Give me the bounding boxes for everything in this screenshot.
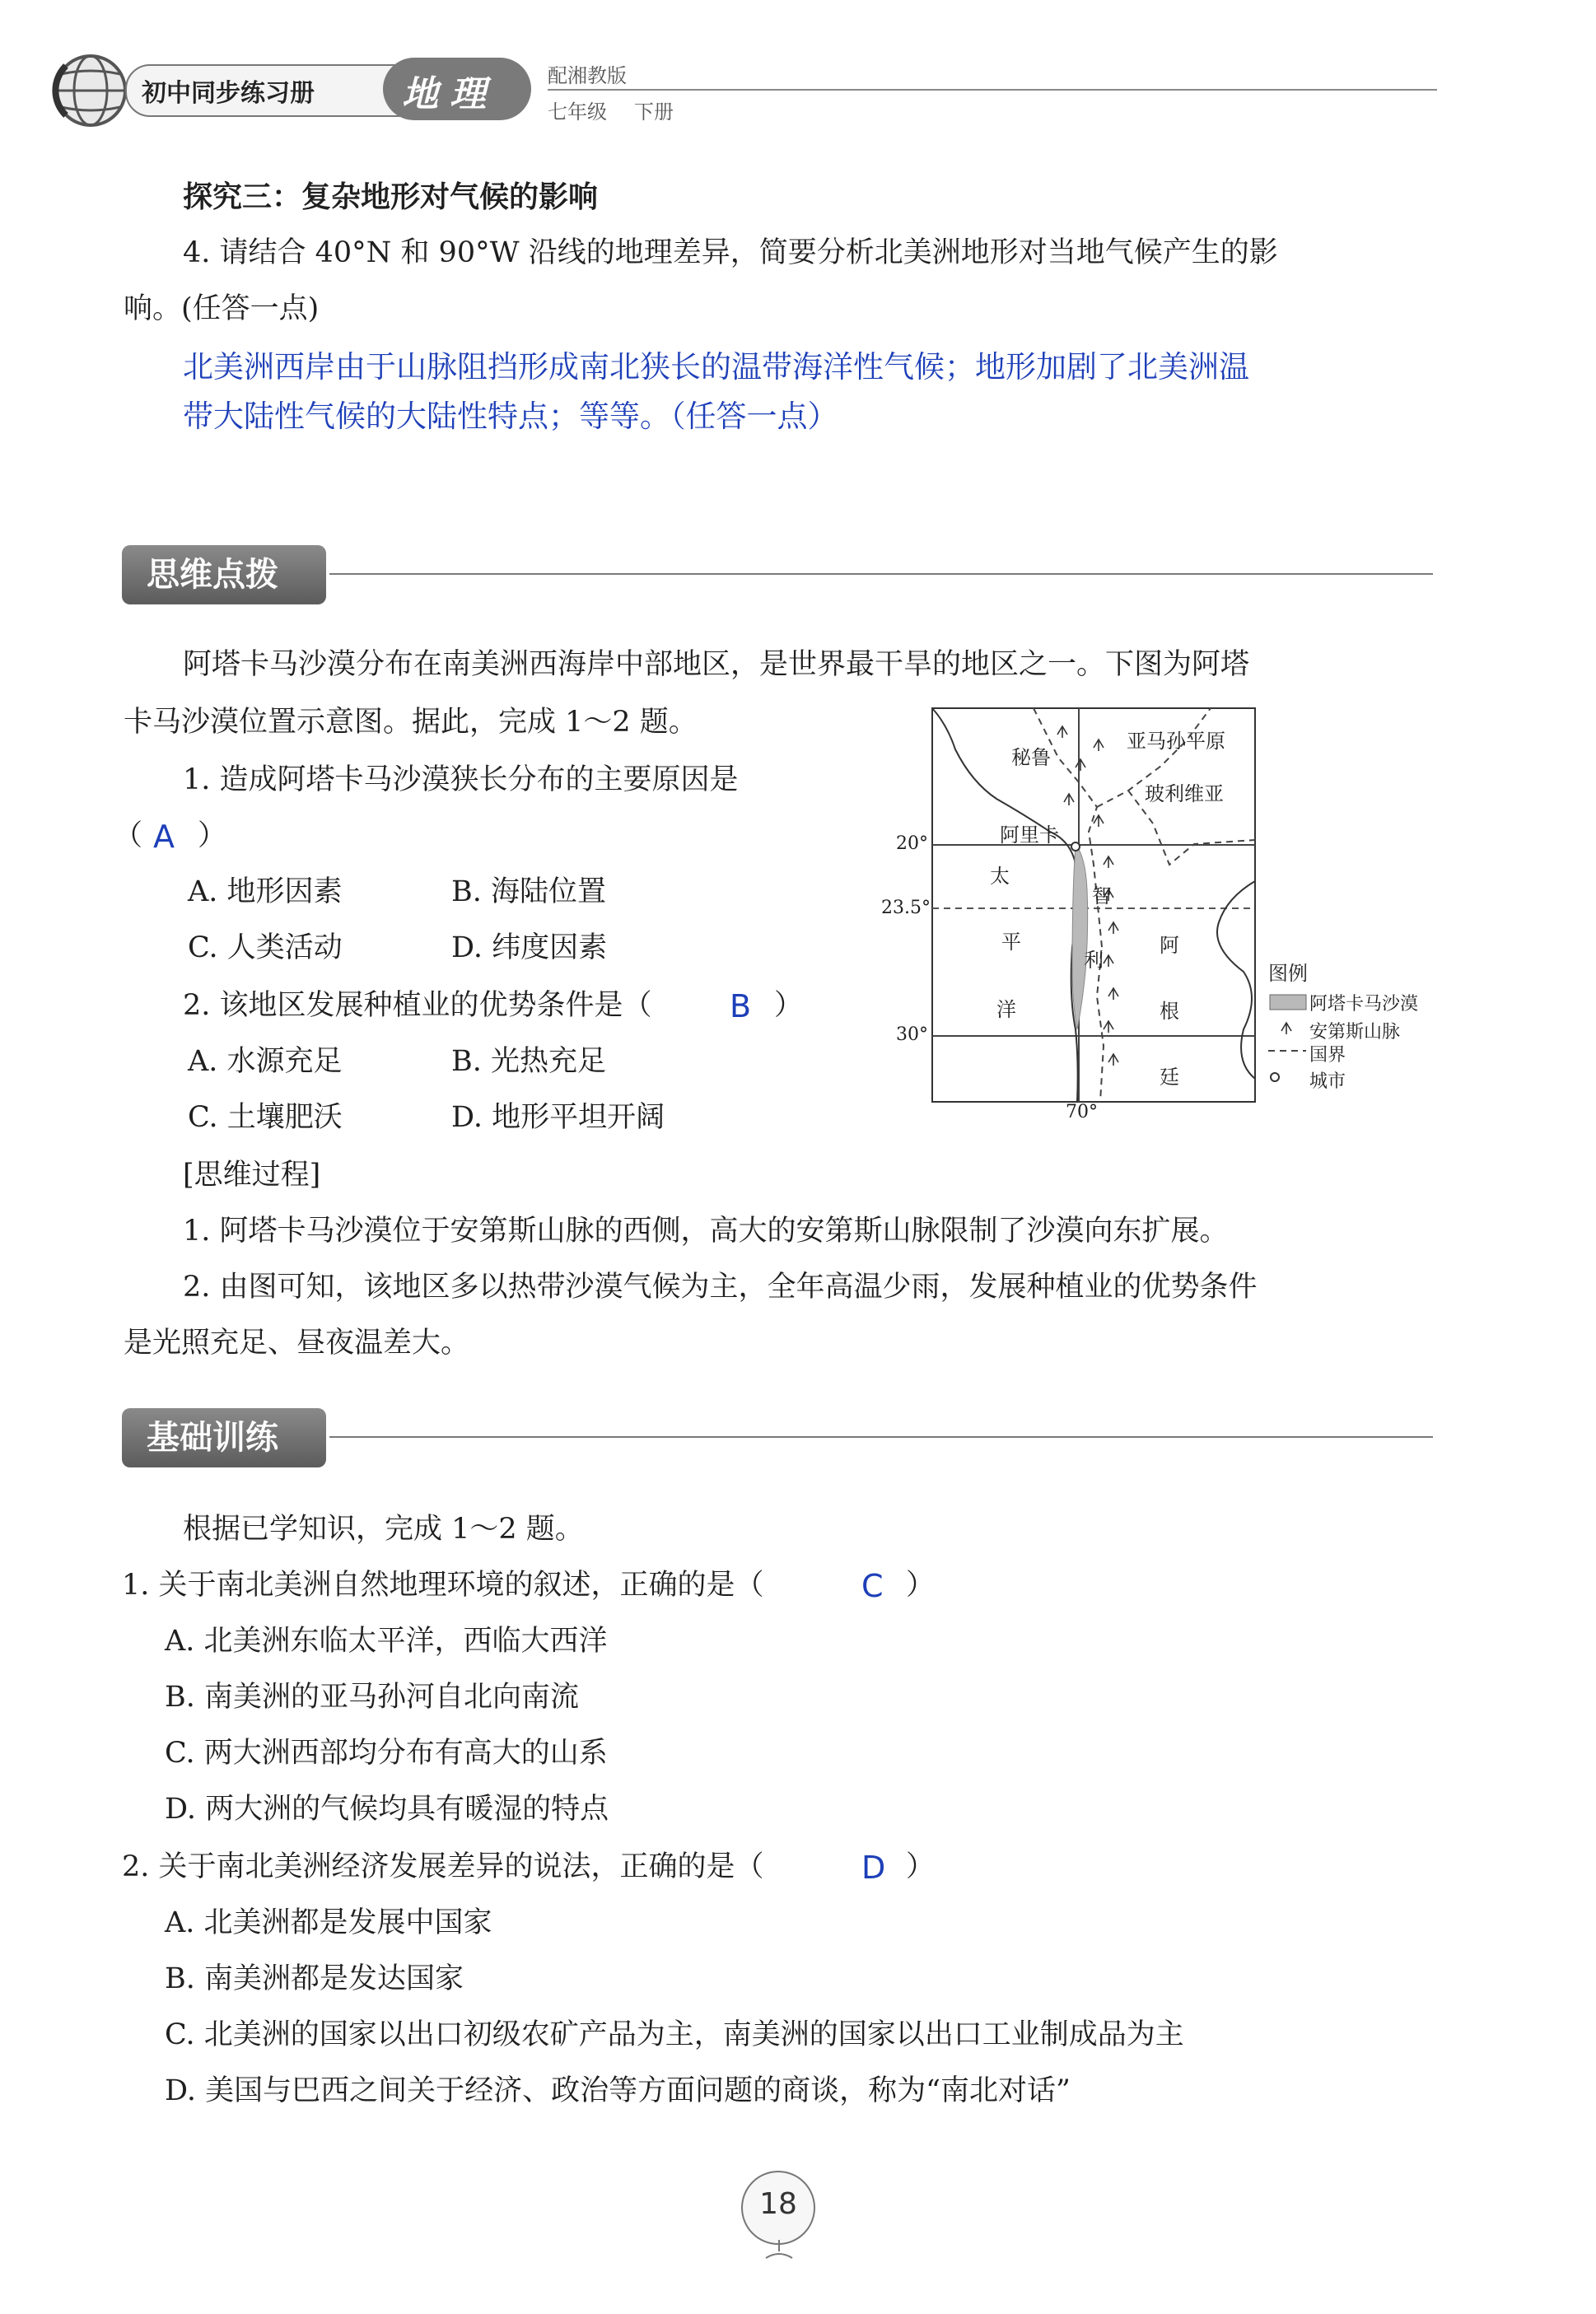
page-number: 18: [759, 2187, 797, 2221]
section-thinking-rule: [329, 573, 1433, 575]
map-legend-border: 国界: [1309, 1045, 1346, 1066]
explore3-q4-line2: 响。(任答一点): [124, 292, 320, 325]
thinking-q2-close: ）: [774, 989, 804, 1022]
thinking-q1-option-a: A. 地形因素: [188, 875, 343, 908]
thinking-q1-option-b: B. 海陆位置: [451, 875, 606, 908]
basic-intro: 根据已学知识，完成 1～2 题。: [183, 1513, 584, 1546]
basic-q2-close: ）: [906, 1850, 936, 1883]
thinking-q1-option-d: D. 纬度因素: [451, 931, 608, 964]
basic-q1-stem: 1. 关于南北美洲自然地理环境的叙述，正确的是（: [122, 1569, 764, 1602]
explore3-answer-line1: 北美洲西岸由于山脉阻挡形成南北狭长的温带海洋性气候；地形加剧了北美洲温: [183, 349, 1249, 385]
atacama-map-graphic: [881, 700, 1449, 1112]
thinking-q2-option-a: A. 水源充足: [188, 1045, 343, 1078]
globe-stand-icon: [754, 2240, 804, 2265]
thinking-q1-open: （: [114, 819, 143, 852]
map-label-ocean-3: 洋: [996, 998, 1016, 1021]
thinking-intro-line2: 卡马沙漠位置示意图。据此，完成 1～2 题。: [124, 706, 698, 739]
map-lat-23-5: 23.5°: [881, 898, 931, 918]
thinking-process-line2: 2. 由图可知，该地区多以热带沙漠气候为主，全年高温少雨，发展种植业的优势条件: [183, 1271, 1258, 1304]
thinking-intro-line1: 阿塔卡马沙漠分布在南美洲西海岸中部地区，是世界最干旱的地区之一。下图为阿塔: [183, 648, 1250, 681]
basic-q1-close: ）: [906, 1569, 936, 1602]
map-legend-andes: 安第斯山脉: [1309, 1022, 1401, 1043]
section-thinking-title: 思维点拨: [122, 545, 326, 604]
map-label-arica: 阿里卡: [1000, 823, 1059, 847]
map-label-bolivia: 玻利维亚: [1145, 782, 1224, 805]
thinking-q2-option-c: C. 土壤肥沃: [188, 1101, 343, 1134]
thinking-q2-answer: B: [730, 988, 752, 1024]
basic-q2-option-a: A. 北美洲都是发展中国家: [165, 1906, 492, 1939]
header-title: 初中同步练习册: [142, 79, 315, 108]
map-label-peru: 秘鲁: [1011, 746, 1051, 769]
thinking-q2-option-b: B. 光热充足: [451, 1045, 606, 1078]
map-lat-30: 30°: [896, 1024, 928, 1045]
map-label-ocean-1: 太: [990, 865, 1010, 888]
map-label-chile-1: 智: [1092, 884, 1112, 907]
basic-q1-option-c: C. 两大洲西部均分布有高大的山系: [165, 1737, 608, 1770]
explore3-answer-line2: 带大陆性气候的大陆性特点；等等。（任答一点）: [183, 399, 838, 434]
header-grade: 七年级: [548, 100, 607, 124]
map-label-amazon: 亚马孙平原: [1127, 730, 1225, 753]
map-lat-20: 20°: [896, 833, 928, 854]
thinking-q1-stem: 1. 造成阿塔卡马沙漠狭长分布的主要原因是: [183, 763, 739, 796]
globe-logo-icon: [49, 49, 132, 132]
thinking-q2-stem: 2. 该地区发展种植业的优势条件是（: [183, 989, 652, 1022]
map-label-argentina-3: 廷: [1160, 1066, 1179, 1089]
thinking-process-line1: 1. 阿塔卡马沙漠位于安第斯山脉的西侧，高大的安第斯山脉限制了沙漠向东扩展。: [183, 1215, 1229, 1248]
basic-q1-option-b: B. 南美洲的亚马孙河自北向南流: [165, 1681, 579, 1714]
map-label-chile-2: 利: [1084, 949, 1104, 972]
map-legend-city: 城市: [1309, 1071, 1346, 1092]
basic-q1-answer: C: [861, 1568, 884, 1604]
thinking-process-line3: 是光照充足、昼夜温差大。: [124, 1327, 470, 1360]
thinking-process-title: [思维过程]: [183, 1159, 321, 1192]
basic-q2-answer: D: [861, 1850, 886, 1886]
map-label-ocean-2: 平: [1001, 931, 1021, 954]
map-label-argentina-2: 根: [1160, 1000, 1179, 1023]
section-basic-title: 基础训练: [122, 1408, 326, 1467]
explore3-q4-line1: 4. 请结合 40°N 和 90°W 沿线的地理差异，简要分析北美洲地形对当地气候产生的影: [183, 236, 1278, 269]
basic-q2-option-c: C. 北美洲的国家以出口初级农矿产品为主，南美洲的国家以出口工业制成品为主: [165, 2018, 1184, 2051]
explore3-title: 探究三：复杂地形对气候的影响: [183, 180, 599, 214]
thinking-q2-option-d: D. 地形平坦开阔: [451, 1101, 665, 1134]
thinking-q1-option-c: C. 人类活动: [188, 931, 343, 964]
basic-q2-option-b: B. 南美洲都是发达国家: [165, 1962, 464, 1995]
basic-q2-option-d: D. 美国与巴西之间关于经济、政治等方面问题的商谈，称为“南北对话”: [165, 2074, 1071, 2107]
page-header: [49, 49, 1433, 140]
map-legend-desert: 阿塔卡马沙漠: [1309, 994, 1419, 1015]
header-volume: 下册: [634, 100, 674, 124]
map-legend-title: 图例: [1268, 962, 1308, 985]
map-label-argentina-1: 阿: [1160, 934, 1179, 957]
header-rule: [548, 89, 1437, 91]
thinking-q1-answer: A: [153, 819, 175, 855]
section-basic-rule: [329, 1436, 1433, 1438]
header-subject: 地理: [402, 73, 497, 115]
atacama-map: [881, 700, 1449, 1122]
basic-q1-option-d: D. 两大洲的气候均具有暖湿的特点: [165, 1793, 609, 1826]
map-lon-70: 70°: [1066, 1102, 1098, 1122]
thinking-q1-close: ）: [198, 819, 227, 852]
basic-q1-option-a: A. 北美洲东临太平洋，西临大西洋: [165, 1625, 608, 1658]
header-edition: 配湘教版: [548, 64, 627, 87]
basic-q2-stem: 2. 关于南北美洲经济发展差异的说法，正确的是（: [122, 1850, 764, 1883]
